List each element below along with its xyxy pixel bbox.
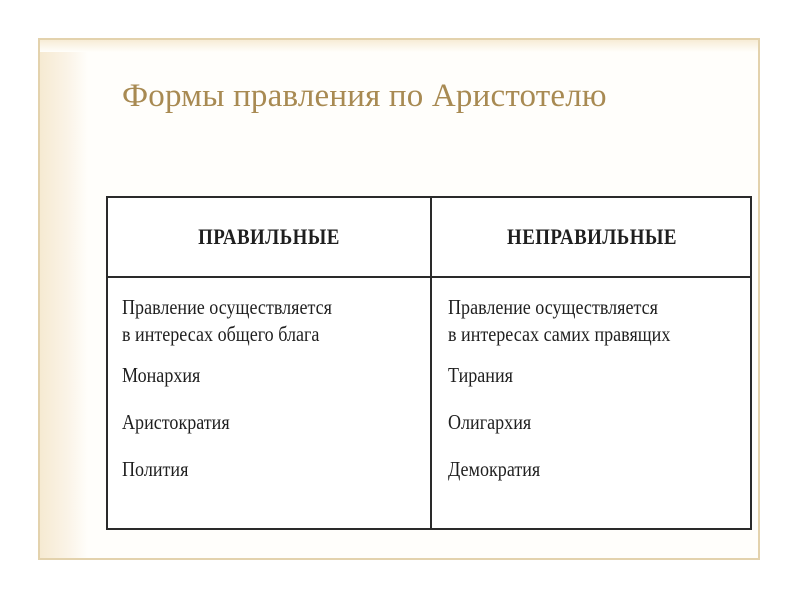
- description-line: Правление осуществляется: [448, 295, 658, 319]
- description-line: Правление осуществляется: [122, 295, 332, 319]
- description-incorrect: [448, 294, 706, 348]
- slide-title: Формы правления по Аристотелю: [122, 78, 607, 114]
- description-line: в интересах самих правящих: [448, 322, 671, 346]
- form-item: Олигархия: [448, 410, 532, 434]
- slide-decor-band: [40, 40, 88, 558]
- form-item: Демократия: [448, 457, 541, 481]
- table-header-row: [108, 198, 750, 278]
- slide-decor-top: [40, 40, 758, 52]
- header-incorrect-forms: НЕПРАВИЛЬНЫЕ: [507, 224, 677, 249]
- slide-frame: [38, 38, 760, 560]
- forms-of-government-table: [106, 196, 752, 530]
- column-incorrect: [448, 294, 748, 499]
- column-divider: [430, 198, 432, 528]
- column-correct: [122, 294, 422, 499]
- header-correct-forms: ПРАВИЛЬНЫЕ: [198, 224, 340, 249]
- description-correct: [122, 294, 380, 348]
- form-item: Полития: [122, 457, 189, 481]
- form-item: Монархия: [122, 363, 201, 387]
- form-item: Тирания: [448, 363, 513, 387]
- description-line: в интересах общего блага: [122, 322, 320, 346]
- form-item: Аристократия: [122, 410, 230, 434]
